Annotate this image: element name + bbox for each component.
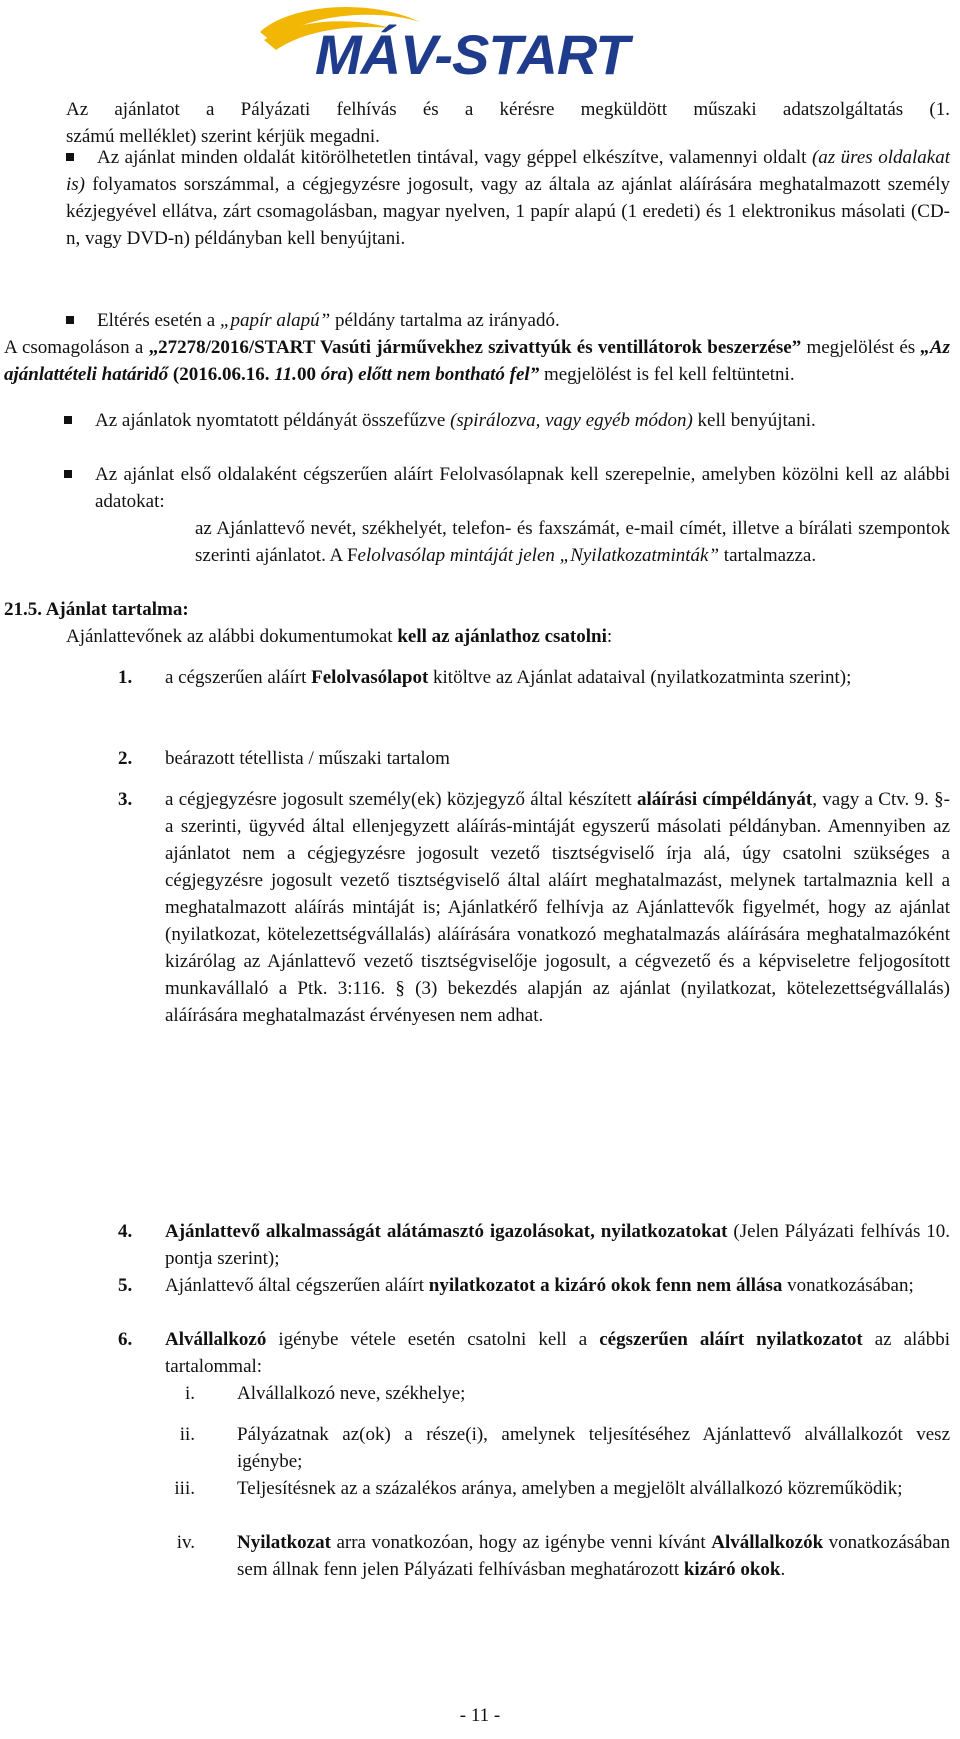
section-heading: 21.5. Ajánlat tartalma: [4,599,189,620]
list-item [165,664,950,691]
list-item [165,745,950,772]
list-number: 6. [118,1329,133,1350]
text-segment: 00 [296,364,316,385]
list-item [165,786,950,1029]
packaging-paragraph [4,334,950,388]
text-segment: cégszerűen aláírt nyilatkozatot [599,1329,863,1350]
roman-number: i. [184,1383,195,1404]
text-segment: az alábbi tartalommal: [165,1329,950,1377]
bullet-top-2 [97,307,957,334]
text-segment: a cégszerűen aláírt [165,667,312,688]
text-segment: megjelölést és [801,337,921,358]
text-segment: vonatkozásában sem állnak fenn jelen Pályázati felhívásban meghatározott [237,1532,951,1580]
bullet-marker [64,470,72,478]
roman-item [237,1380,950,1407]
text-segment: Az ajánlat első oldalaként cégszerűen aláírt Felolvasólapnak kell szerepelnie, amelyben közölni kell az alábbi adatokat: [95,464,950,512]
text-segment: óra [315,364,348,385]
text-segment: Ajánlattevő alkalmasságát alátámasztó igazolásokat, nyilatkozatokat [165,1221,728,1242]
text-segment: , vagy a Ctv. 9. §-a szerinti, ügyvéd által ellenjegyzett aláírás-mintáját egyszerű másolati példányban. Amennyiben az ajánlatot nem a cégjegyzésre jogosult vezető tisztségviselő írja alá, úgy csatolni szükséges a cégjegyzésre jogosult vezető tisztségviselő által aláírt meghatalmazást, melynek tartalmaznia kell a meghatalmazott aláírás mintáját is; Ajánlatkérő felhívja az Ajánlattevők figyelmét, hogy az ajánlat (nyilatkozat, kötelezettségvállalás) aláírására vonatkozó meghatalmazás aláírására meghatalmazóként kizárólag az Ajánlattevő vezető tisztségviselője jogosult, a cégvezető és a képviseletre feljogosított munkavállaló a Ptk. 3:116. § (3) bekezdés alapján az ajánlat (nyilatkozat, kötelezettségvállalás) aláírására meghatalmazást érvényesen nem adhat. [165,789,950,1026]
roman-number: ii. [179,1424,195,1445]
bullet-mid-1 [95,407,950,434]
text-segment: 11. [274,364,297,385]
list-item [165,1326,950,1380]
text-segment: vonatkozásában; [782,1275,914,1296]
list-number: 3. [118,789,133,810]
text-segment: elolvasólap mintáját jelen „Nyilatkozatminták” [357,545,720,566]
text-segment: kell az ajánlathoz csatolni [397,626,607,647]
bullet-top-1 [66,144,950,252]
text-segment: folyamatos sorszámmal, a cégjegyzésre jogosult, vagy az általa az ajánlat aláírására meghatalmazott személy kézjegyével ellátva, zárt csomagolásban, magyar nyelven, 1 papír alapú (1 eredeti) és 1 elektronikus másolati (CD-n, vagy DVD-n) példányban kell benyújtani. [66,174,950,249]
text-segment: Alvállalkozók [711,1532,824,1553]
text-segment: Ajánlattevőnek az alábbi dokumentumokat [66,626,398,647]
intro-line-1: Az ajánlatot a Pályázati felhívás és a kérésre megküldött műszaki adatszolgáltatás (1. [66,99,950,120]
felolvaso-note [195,515,950,569]
text-segment: tartalmazza. [719,545,817,566]
text-segment: az Ajánlattevő nevét, székhelyét, telefon- és faxszámát, e-mail címét, illetve a bírálati szempontok szerinti ajánlatot. A F [195,518,950,566]
text-segment: Alvállalkozó neve, székhelye; [237,1383,466,1404]
text-segment: Felolvasólapot [311,667,429,688]
roman-number: iv. [176,1532,195,1553]
text-segment: kitöltve az Ajánlat adataival (nyilatkozatminta szerint); [428,667,852,688]
bullet-mid-2 [95,461,950,515]
text-segment: (spirálozva, vagy egyéb módon) [450,410,693,431]
roman-item [237,1529,950,1583]
list-item [165,1272,950,1299]
text-segment: : [606,626,613,647]
text-segment: Az ajánlatok nyomtatott példányát összefűzve [95,410,451,431]
list-number: 2. [118,748,133,769]
roman-item [237,1421,950,1475]
text-segment: a cégjegyzésre jogosult személy(ek) közjegyző által készített [165,789,637,810]
text-segment: Alvállalkozó [165,1329,267,1350]
text-segment: igénybe vétele esetén csatolni kell a [266,1329,600,1350]
intro-paragraph [66,96,950,150]
text-segment: A csomagoláson a [4,337,149,358]
text-segment: Teljesítésnek az a százalékos aránya, amelyben a megjelölt alvállalkozó közreműködik; [237,1478,903,1499]
intro-line-2: számú melléklet) szerint kérjük megadni. [66,126,380,147]
text-segment: arra vonatkozóan, hogy az igénybe venni kívánt [330,1532,712,1553]
text-segment: Ajánlattevő által cégszerűen aláírt [165,1275,429,1296]
text-segment: aláírási címpéldányát [636,789,813,810]
text-segment: megjelölést is fel kell feltüntetni. [539,364,795,385]
roman-number: iii. [174,1478,195,1499]
text-segment: Pályázatnak az(ok) a része(i), amelynek teljesítéséhez Ajánlattevő alvállalkozót vesz igénybe; [237,1424,950,1472]
text-segment: „Az ajánlattételi határidő [4,337,950,385]
text-segment: Eltérés esetén a [97,310,220,331]
text-segment: ) [347,364,359,385]
text-segment: Nyilatkozat [237,1532,331,1553]
text-segment: „27278/2016/START Vasúti járművekhez szivattyúk és ventillátorok beszerzése” [148,337,802,358]
text-segment: nyilatkozatot a kizáró okok fenn nem állása [428,1275,783,1296]
mav-start-logo [250,2,680,88]
bullet-marker [64,416,72,424]
text-segment: Az ajánlat minden oldalát kitörölhetetlen tintával, vagy géppel elkészítve, valamennyi oldalt [97,147,812,168]
text-segment: kell benyújtani. [692,410,816,431]
text-segment: . [780,1559,786,1580]
logo-text: MÁV-START [315,23,629,86]
text-segment: (az üres oldalakat is) [66,147,950,195]
text-segment: kizáró okok [683,1559,781,1580]
text-segment: előtt nem bontható fel” [358,364,540,385]
page-number: - 11 - [459,1705,501,1726]
text-segment: beárazott tétellista / műszaki tartalom [165,748,450,769]
roman-item [237,1475,950,1502]
text-segment: „papír alapú” [219,310,331,331]
bullet-marker [66,316,74,324]
list-number: 4. [118,1221,133,1242]
list-item [165,1218,950,1272]
list-number: 1. [118,667,133,688]
text-segment: (Jelen Pályázati felhívás 10. pontja szerint); [165,1221,950,1269]
section-intro [66,623,950,650]
text-segment: példány tartalma az irányadó. [330,310,560,331]
list-number: 5. [118,1275,133,1296]
text-segment: (2016.06.16. [168,364,275,385]
